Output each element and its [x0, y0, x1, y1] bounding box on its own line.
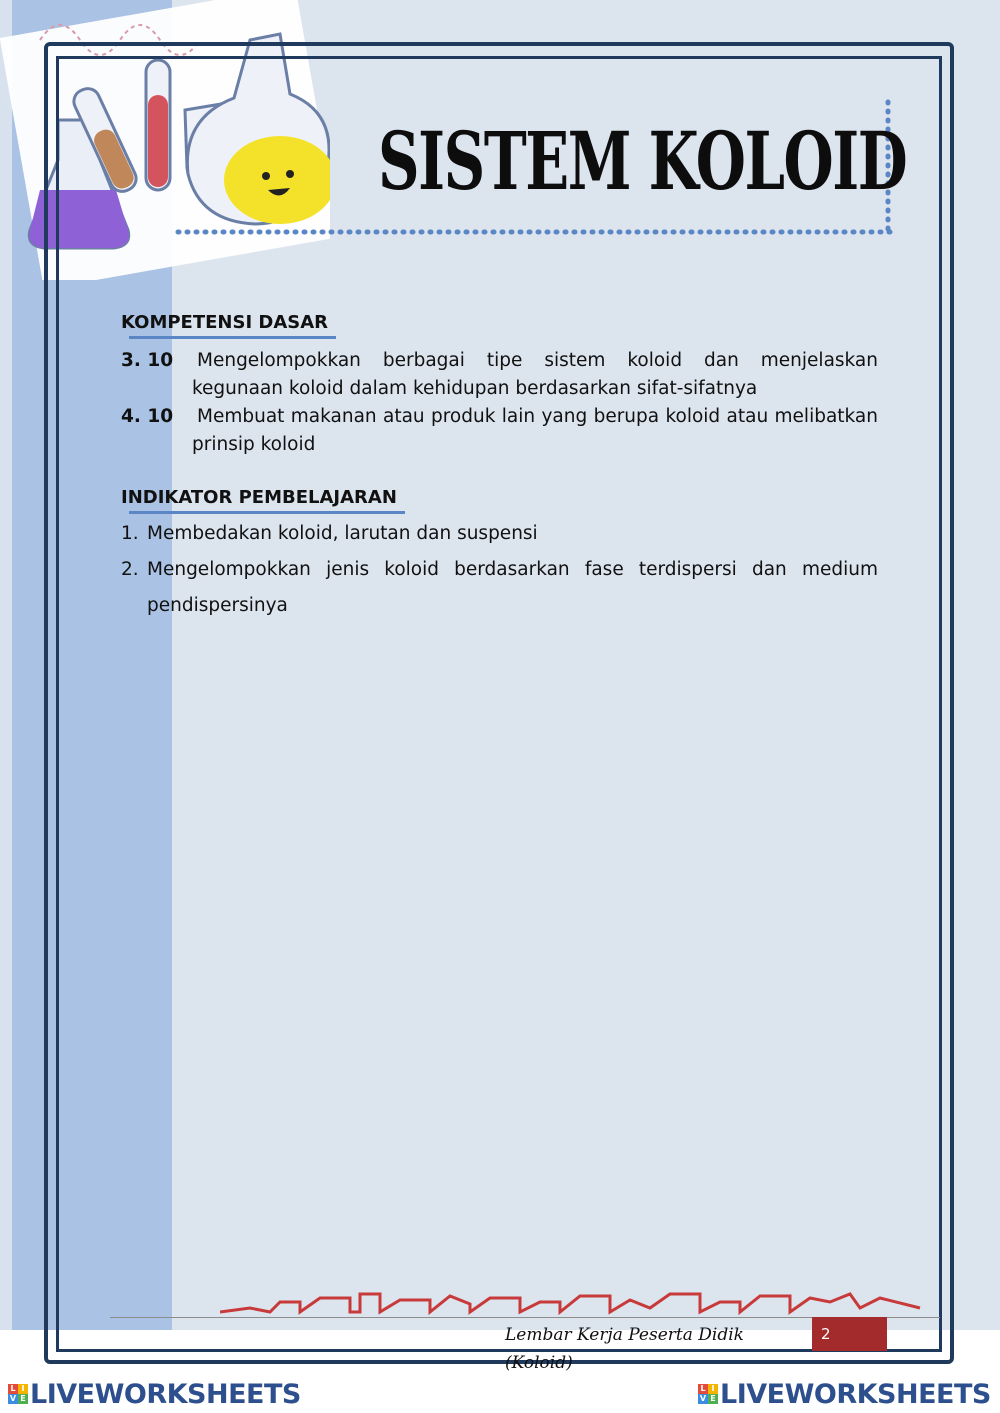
kompetensi-list — [121, 347, 878, 459]
indikator-list — [121, 516, 878, 624]
liveworksheets-icon — [8, 1384, 28, 1404]
kompetensi-number: 4. 10 — [121, 406, 174, 427]
indikator-text: Membedakan koloid, larutan dan suspensi — [147, 523, 538, 544]
kompetensi-number: 3. 10 — [121, 350, 174, 371]
icon-letter: L — [8, 1384, 18, 1394]
liveworksheets-wordmark: LIVEWORKSHEETS — [720, 1378, 991, 1410]
icon-letter: I — [18, 1384, 28, 1394]
icon-letter: V — [9, 1394, 17, 1403]
kompetensi-text: Membuat makanan atau produk lain yang berupa koloid atau melibatkan prinsip koloid — [192, 406, 878, 455]
heading-underline — [129, 336, 336, 339]
page-frame-inner — [56, 56, 942, 1373]
liveworksheets-logo-left — [8, 1378, 301, 1410]
main-content — [121, 300, 878, 624]
heading-underline — [129, 511, 405, 514]
kompetensi-heading — [121, 312, 328, 339]
footer-caption: Lembar Kerja Peserta Didik (Koloid) — [505, 1325, 744, 1373]
kompetensi-item — [121, 403, 878, 459]
icon-letter: I — [708, 1384, 718, 1394]
footer-skyline-decoration — [220, 1282, 940, 1322]
kompetensi-text: Mengelompokkan berbagai tipe sistem koloid dan menjelaskan kegunaan koloid dalam kehidupan berdasarkan sifat-sifatnya — [192, 350, 878, 399]
indikator-number: 1. — [121, 523, 139, 544]
liveworksheets-logo-right — [698, 1378, 991, 1410]
icon-letter: L — [698, 1384, 708, 1394]
kompetensi-item — [121, 347, 878, 403]
indikator-heading-text: INDIKATOR PEMBELAJARAN — [121, 487, 397, 508]
page-title: SISTEM KOLOID — [378, 114, 907, 208]
icon-letter: E — [708, 1394, 718, 1404]
indikator-item — [121, 516, 878, 552]
kompetensi-heading-text: KOMPETENSI DASAR — [121, 312, 329, 333]
icon-letter: V — [699, 1394, 707, 1403]
indikator-item — [121, 552, 878, 624]
liveworksheets-wordmark: LIVEWORKSHEETS — [30, 1378, 301, 1410]
liveworksheets-icon — [698, 1384, 718, 1404]
indikator-heading — [121, 487, 397, 514]
icon-letter: E — [18, 1394, 28, 1404]
page-number: 2 — [812, 1317, 887, 1351]
indikator-number: 2. — [121, 559, 139, 580]
indikator-text: Mengelompokkan jenis koloid berdasarkan fase terdispersi dan medium pendispersinya — [147, 559, 878, 616]
